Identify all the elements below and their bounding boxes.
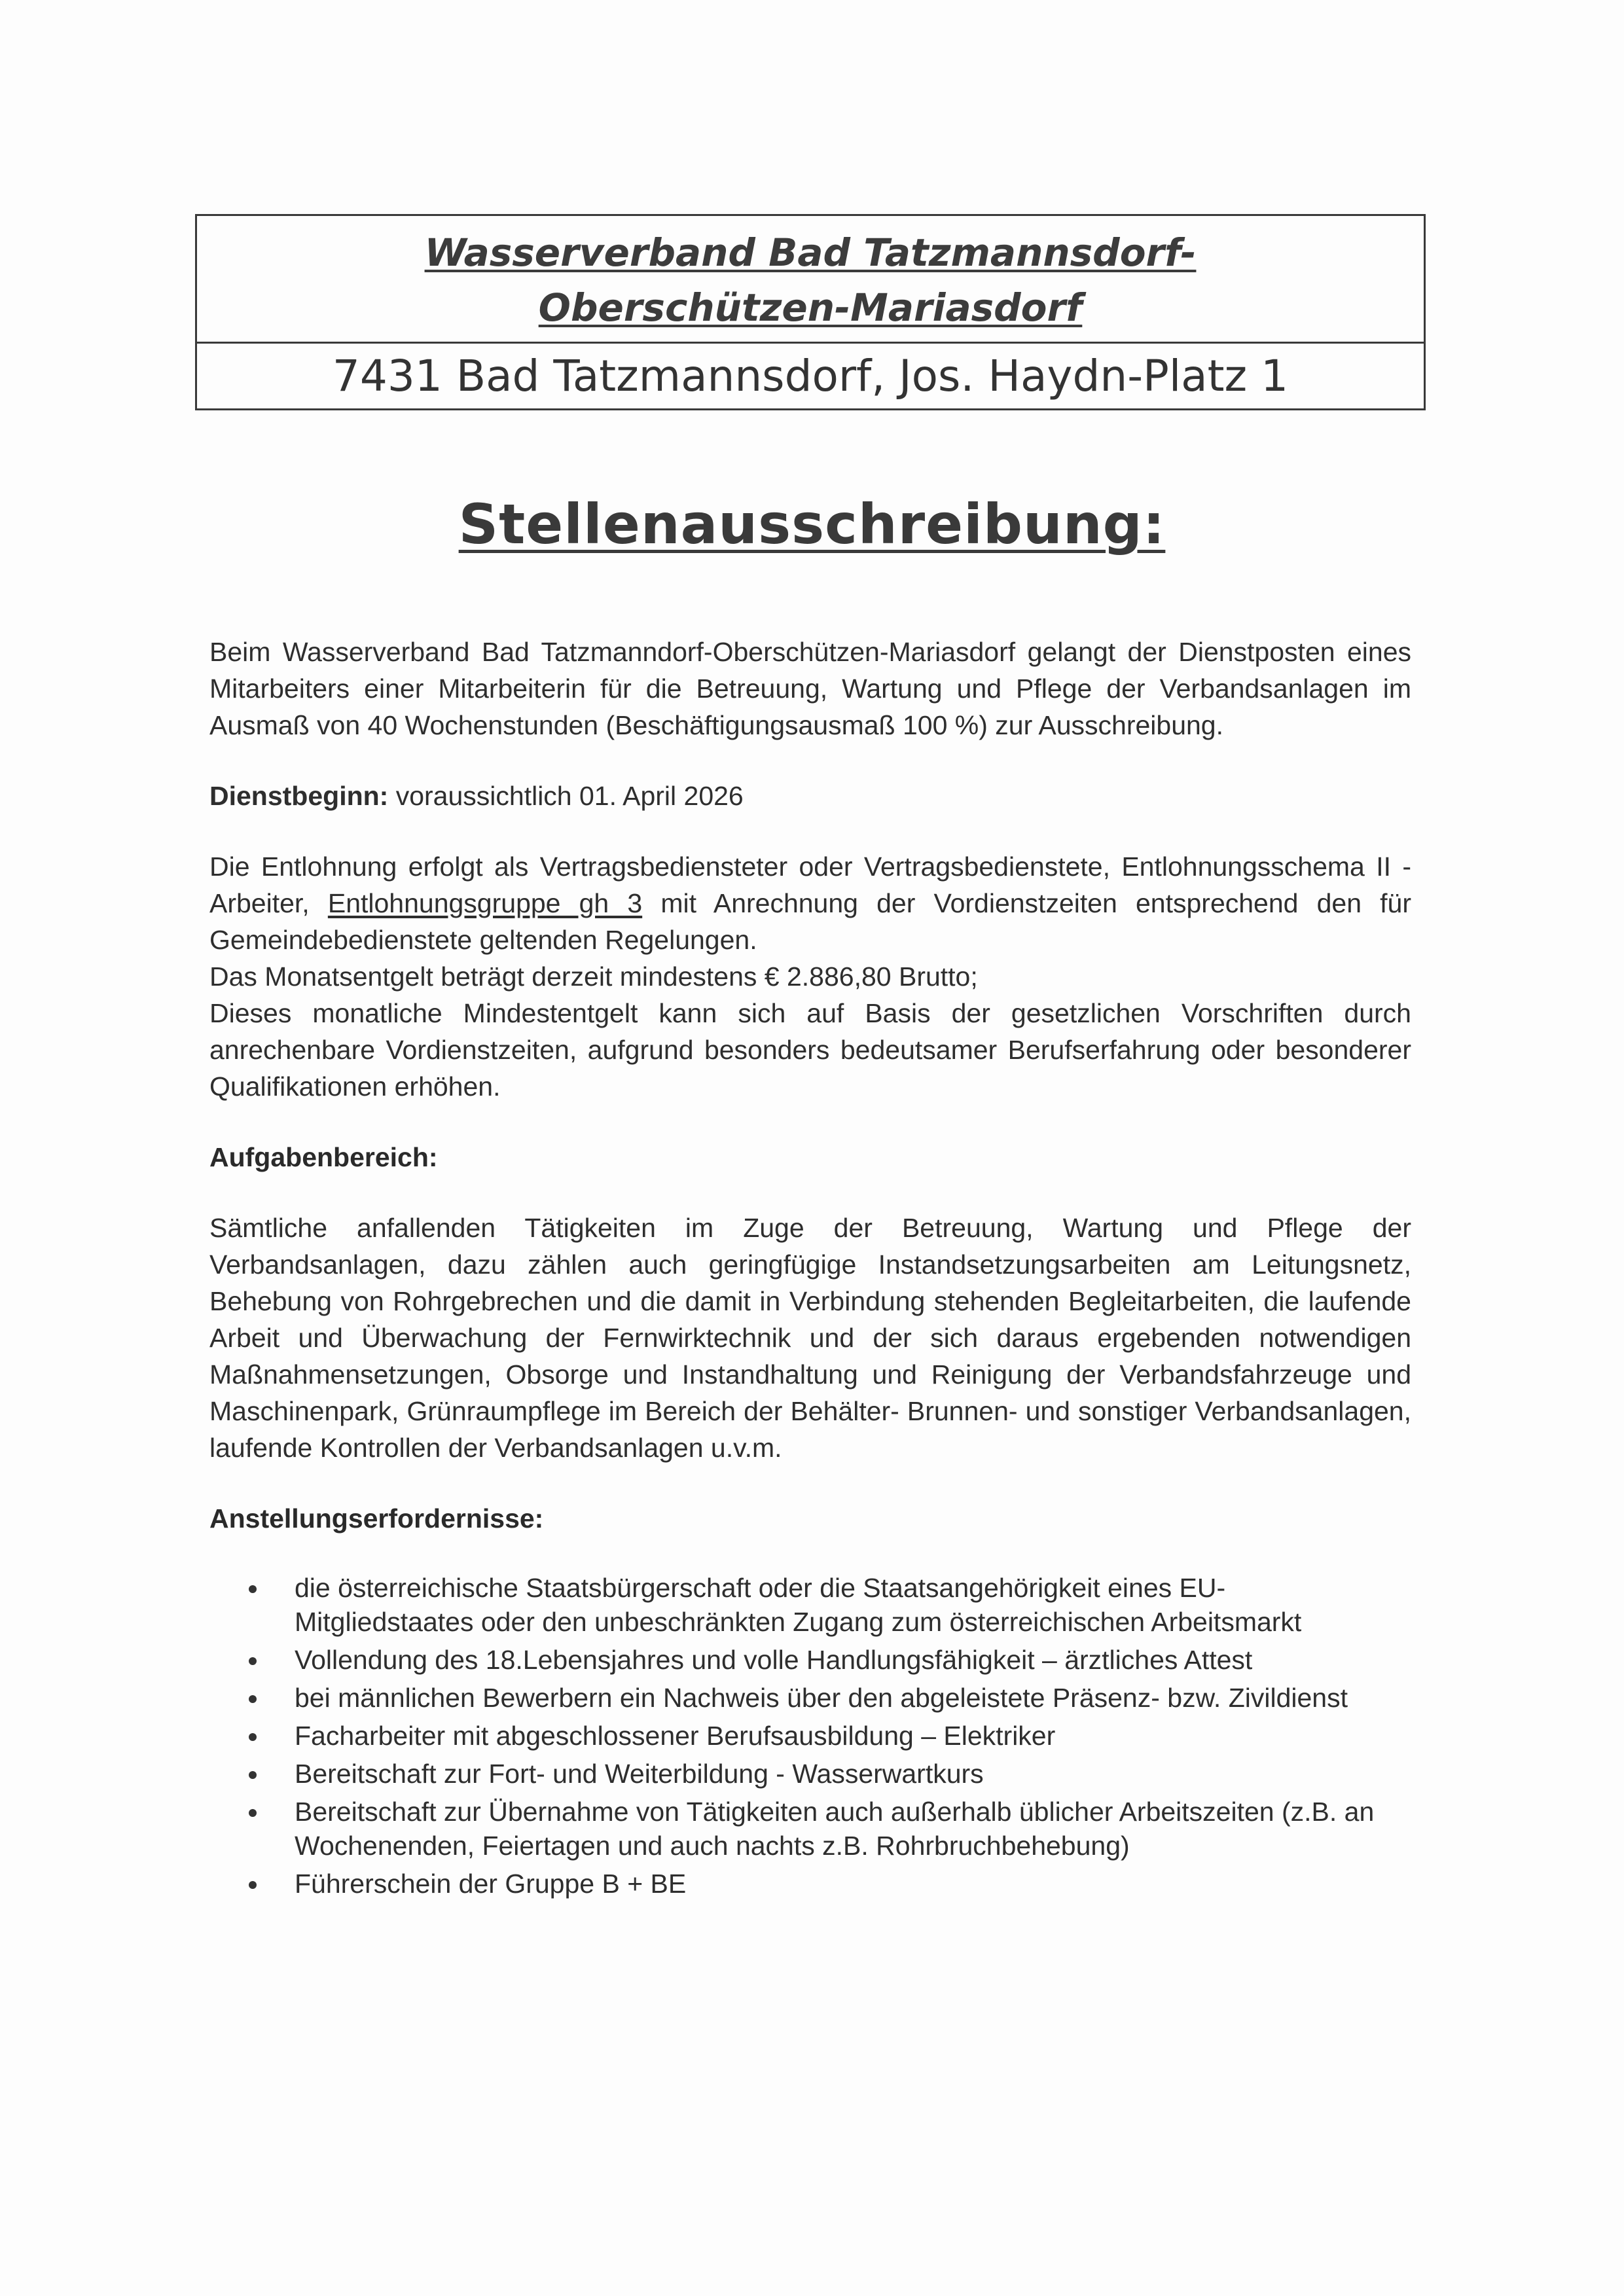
bullet-icon bbox=[249, 1771, 257, 1779]
salary-text-2: mit Anrechnung der Vordienstzeiten entsprechend den für Gemeindebedienstete geltenden Regelungen. bbox=[209, 888, 1411, 955]
organization-name-cell bbox=[197, 216, 1424, 344]
salary-paragraph bbox=[209, 848, 1411, 958]
bullet-icon bbox=[249, 1809, 257, 1817]
start-date-paragraph bbox=[209, 778, 1411, 814]
list-item: Führerschein der Gruppe B + BE bbox=[295, 1867, 1375, 1901]
start-date-value: voraussichtlich 01. April 2026 bbox=[388, 781, 744, 811]
bullet-icon bbox=[249, 1733, 257, 1741]
letterhead-box bbox=[195, 214, 1426, 410]
requirements-heading: Anstellungserfordernisse: bbox=[209, 1503, 544, 1534]
salary-group: Entlohnungsgruppe gh 3 bbox=[327, 888, 643, 918]
tasks-heading: Aufgabenbereich: bbox=[209, 1142, 438, 1172]
document-title: Stellenausschreibung: bbox=[458, 492, 1166, 556]
list-item: Facharbeiter mit abgeschlossener Berufsausbildung – Elektriker bbox=[295, 1719, 1375, 1753]
organization-address: 7431 Bad Tatzmannsdorf, Jos. Haydn-Platz 1 bbox=[332, 351, 1289, 401]
bullet-icon bbox=[249, 1585, 257, 1593]
intro-paragraph: Beim Wasserverband Bad Tatzmanndorf-Oberschützen-Mariasdorf gelangt der Dienstposten eines Mitarbeiters einer Mitarbeiterin für die Betreuung, Wartung und Pflege der Verbandsanlagen im Ausmaß von 40 Wochenstunden (Beschäftigungsausmaß 100 %) zur Ausschreibung. bbox=[209, 637, 1411, 740]
list-item: Bereitschaft zur Übernahme von Tätigkeiten auch außerhalb üblicher Arbeitszeiten (z.B. an Wochenenden, Feiertagen und auch nachts z.B. Rohrbruchbehebung) bbox=[295, 1795, 1375, 1863]
requirements-list bbox=[209, 1571, 1375, 1901]
bullet-icon bbox=[249, 1657, 257, 1665]
bullet-icon bbox=[249, 1695, 257, 1703]
start-date-label: Dienstbeginn: bbox=[209, 781, 389, 811]
monthly-salary-line: Das Monatsentgelt beträgt derzeit mindestens € 2.886,80 Brutto; bbox=[209, 961, 978, 992]
salary-text-1: Die Entlohnung erfolgt als Vertragsbediensteter oder Vertragsbedienstete, Entlohnungsschema II - Arbeiter, bbox=[209, 852, 1411, 918]
bullet-icon bbox=[249, 1881, 257, 1889]
list-item: Bereitschaft zur Fort- und Weiterbildung - Wasserwartkurs bbox=[295, 1757, 1375, 1791]
list-item: die österreichische Staatsbürgerschaft oder die Staatsangehörigkeit eines EU-Mitgliedstaates oder den unbeschränkten Zugang zum österreichischen Arbeitsmarkt bbox=[295, 1571, 1375, 1639]
organization-name-line-1: Wasserverband Bad Tatzmannsdorf- bbox=[424, 230, 1197, 275]
tasks-paragraph: Sämtliche anfallenden Tätigkeiten im Zuge der Betreuung, Wartung und Pflege der Verbandsanlagen, dazu zählen auch geringfügige Instandsetzungsarbeiten am Leitungsnetz, Behebung von Rohrgebrechen und die damit in Verbindung stehenden Begleitarbeiten, die laufende Arbeit und Überwachung der Fernwirktechnik und der sich daraus ergebenden notwendigen Maßnahmensetzungen, Obsorge und Instandhaltung und Reinigung der Verbandsfahrzeuge und Maschinenpark, Grünraumpflege im Bereich der Behälter- Brunnen- und sonstiger Verbandsanlagen, laufende Kontrollen der Verbandsanlagen u.v.m. bbox=[209, 1213, 1411, 1463]
organization-name-line-2: Oberschützen-Mariasdorf bbox=[538, 285, 1083, 330]
list-item: bei männlichen Bewerbern ein Nachweis über den abgeleistete Präsenz- bzw. Zivildienst bbox=[295, 1681, 1375, 1715]
document-body bbox=[209, 634, 1411, 1905]
list-item: Vollendung des 18.Lebensjahres und volle Handlungsfähigkeit – ärztliches Attest bbox=[295, 1643, 1375, 1677]
salary-note-paragraph: Dieses monatliche Mindestentgelt kann sich auf Basis der gesetzlichen Vorschriften durch anrechenbare Vordienstzeiten, aufgrund besonders bedeutsamer Berufserfahrung oder besonderer Qualifikationen erhöhen. bbox=[209, 998, 1411, 1102]
